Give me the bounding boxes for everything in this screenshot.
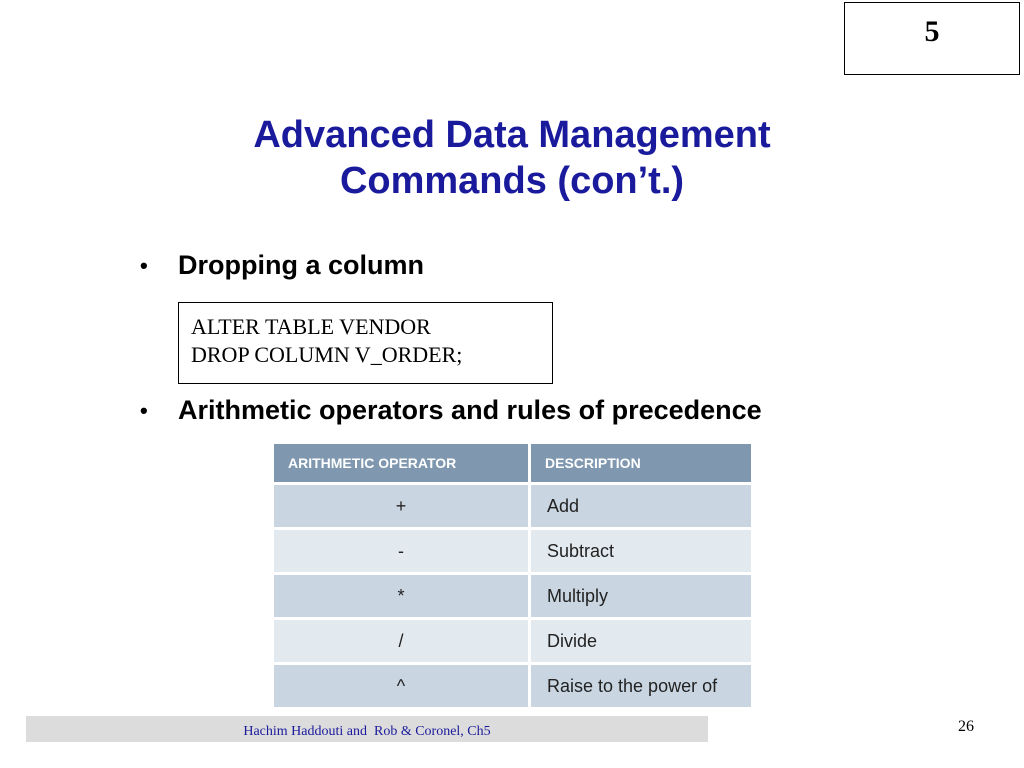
operator-cell: - [274, 529, 530, 574]
description-cell: Subtract [530, 529, 752, 574]
bullet-text: Arithmetic operators and rules of precedence [178, 395, 762, 425]
sql-code-line-1: ALTER TABLE VENDOR [191, 314, 431, 339]
arithmetic-operators-table [274, 444, 751, 710]
bullet-marker: • [140, 252, 148, 278]
sql-code-box [178, 302, 553, 384]
slide-title-line-1: Advanced Data Management [253, 114, 771, 156]
table-row [274, 574, 751, 619]
chapter-number: 5 [924, 15, 940, 48]
operator-cell: / [274, 619, 530, 664]
column-header-description: DESCRIPTION [530, 444, 752, 484]
table-header-row [274, 444, 751, 484]
page-number: 26 [958, 718, 974, 735]
footer-text: Hachim Haddouti and Rob & Coronel, Ch5 [243, 724, 491, 739]
chapter-number-box [844, 2, 1020, 75]
bullet-text: Dropping a column [178, 250, 424, 280]
operator-cell: ^ [274, 664, 530, 709]
table-row [274, 664, 751, 709]
description-cell: Divide [530, 619, 752, 664]
bullet-marker: • [140, 397, 148, 423]
table-row [274, 529, 751, 574]
table-row [274, 619, 751, 664]
bullet-dropping-column [140, 250, 424, 281]
column-header-operator: ARITHMETIC OPERATOR [274, 444, 530, 484]
table-row [274, 484, 751, 529]
bullet-arithmetic-operators [140, 395, 762, 426]
description-cell: Raise to the power of [530, 664, 752, 709]
description-cell: Multiply [530, 574, 752, 619]
sql-code-line-2: DROP COLUMN V_ORDER; [191, 342, 463, 367]
description-cell: Add [530, 484, 752, 529]
slide-title [0, 112, 1024, 204]
footer-bar [26, 716, 708, 742]
slide-title-line-2: Commands (con’t.) [339, 160, 685, 202]
operator-cell: + [274, 484, 530, 529]
operator-cell: * [274, 574, 530, 619]
